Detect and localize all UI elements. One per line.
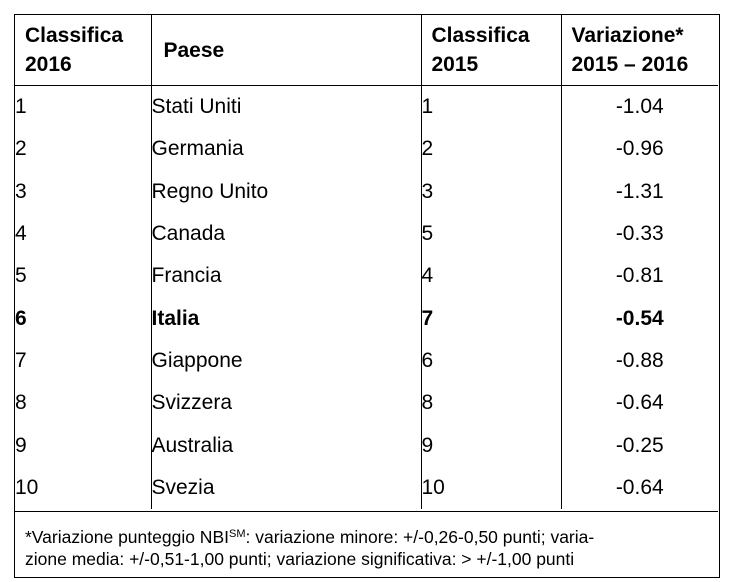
- header-rank-2015-line1: Classifica: [431, 24, 530, 47]
- cell-change: -0.64: [615, 475, 664, 499]
- cell-rank-2015: 5: [421, 213, 561, 255]
- cell-change: -0.54: [615, 306, 664, 330]
- cell-rank-2016: 9: [15, 424, 151, 466]
- cell-country: Francia: [151, 255, 421, 297]
- cell-country: Regno Unito: [151, 171, 421, 213]
- footnote-prefix: *Variazione punteggio NBI: [25, 527, 229, 547]
- cell-country: Giappone: [151, 340, 421, 382]
- table-row: [15, 128, 718, 170]
- cell-rank-2016: 4: [15, 213, 151, 255]
- table-row: [15, 467, 718, 509]
- cell-change: -0.33: [615, 222, 664, 246]
- cell-rank-2016: 5: [15, 255, 151, 297]
- header-row: [15, 15, 718, 86]
- cell-rank-2016: 1: [15, 86, 151, 129]
- cell-rank-2015: 7: [421, 297, 561, 339]
- cell-change: -1.04: [615, 95, 664, 119]
- table-row: [15, 213, 718, 255]
- table-row: [15, 424, 718, 466]
- cell-change: -1.31: [615, 179, 664, 203]
- cell-rank-2016: 2: [15, 128, 151, 170]
- table-row: [15, 382, 718, 424]
- cell-country: Germania: [151, 128, 421, 170]
- cell-rank-2015: 9: [421, 424, 561, 466]
- header-change-line1: Variazione*: [571, 24, 684, 47]
- header-country: [151, 15, 421, 86]
- cell-country: Italia: [151, 297, 421, 339]
- header-rank-2016: [15, 15, 151, 86]
- cell-rank-2015: 10: [421, 467, 561, 509]
- cell-rank-2016: 7: [15, 340, 151, 382]
- cell-rank-2015: 2: [421, 128, 561, 170]
- cell-change: -0.81: [615, 264, 664, 288]
- cell-rank-2016: 10: [15, 467, 151, 509]
- cell-country: Svezia: [151, 467, 421, 509]
- cell-change: -0.64: [615, 391, 664, 415]
- cell-rank-2015: 6: [421, 340, 561, 382]
- header-rank-2015: [421, 15, 561, 86]
- cell-rank-2015: 1: [421, 86, 561, 129]
- table-row: [15, 86, 718, 129]
- cell-rank-2015: 8: [421, 382, 561, 424]
- header-change: [561, 15, 718, 86]
- footnote-superscript: SM: [228, 528, 246, 540]
- cell-rank-2016: 8: [15, 382, 151, 424]
- footnote-line2: zione media: +/-0,51-1,00 punti; variazione significativa: > +/-1,00 punti: [25, 549, 575, 569]
- cell-rank-2015: 4: [421, 255, 561, 297]
- cell-country: Canada: [151, 213, 421, 255]
- table-row: [15, 340, 718, 382]
- header-change-line2: 2015 – 2016: [571, 53, 689, 76]
- cell-change: -0.88: [615, 348, 664, 372]
- header-rank-2015-line2: 2015: [431, 53, 479, 76]
- cell-rank-2015: 3: [421, 171, 561, 213]
- cell-country: Australia: [151, 424, 421, 466]
- cell-country: Stati Uniti: [151, 86, 421, 129]
- header-rank-2016-line2: 2016: [25, 53, 72, 76]
- ranking-table: [15, 15, 718, 509]
- table-row: [15, 171, 718, 213]
- header-rank-2016-line1: Classifica: [25, 24, 124, 47]
- table-row: [15, 255, 718, 297]
- table-row-highlighted: [15, 297, 718, 339]
- cell-change: -0.25: [615, 433, 664, 457]
- cell-country: Svizzera: [151, 382, 421, 424]
- footnote-line1-rest: : variazione minore: +/-0,26-0,50 punti; varia-: [245, 527, 595, 547]
- ranking-table-frame: [14, 14, 720, 578]
- header-country-label: Paese: [163, 38, 225, 62]
- footnote: [15, 511, 718, 576]
- cell-rank-2016: 3: [15, 171, 151, 213]
- cell-rank-2016: 6: [15, 297, 151, 339]
- cell-change: -0.96: [615, 137, 664, 161]
